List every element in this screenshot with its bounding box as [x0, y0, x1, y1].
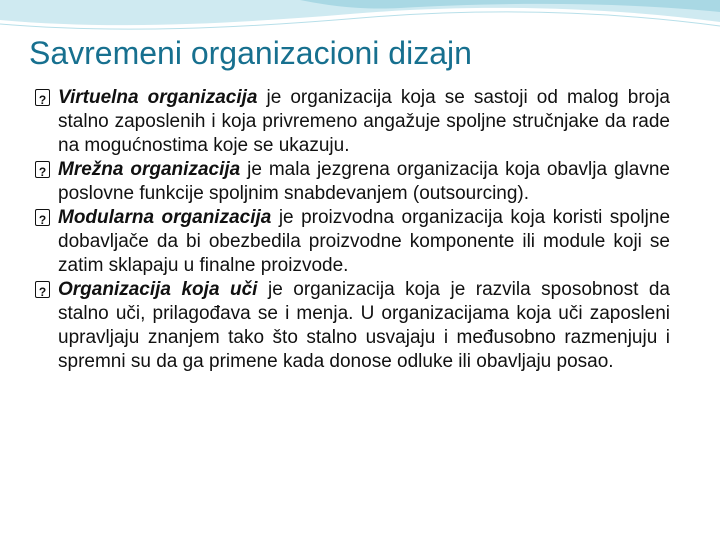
list-item: [34, 86, 670, 158]
definition-text: je organizacija koja je razvila sposobnost da stalno uči, prilagođava se i menja. U organizacijama koja uči zaposleni upravljaju znanjem tako što stalno usvajaju i međusobno razmenjuju i spremni su da ga primene kada donose odluke ili obavljaju posao.: [58, 279, 670, 372]
missing-glyph-icon: [35, 161, 50, 178]
definition-text: je mala jezgrena organizacija koja obavlja glavne poslovne funkcije spoljnim snabdevanjem (outsourcing).: [58, 159, 670, 204]
missing-glyph-icon: [35, 209, 50, 226]
slide-title: Savremeni organizacioni dizajn: [29, 35, 472, 71]
definition-text: je organizacija koja se sastoji od malog broja stalno zaposlenih i koja privremeno angažuje spoljne stručnjake da rade na mogućnostima koje se ukazuju.: [58, 87, 670, 156]
definition-text: je proizvodna organizacija koja koristi spoljne dobavljače da bi obezbedila proizvodne komponente ili module koji se zatim sklapaju u finalne proizvode.: [58, 207, 671, 276]
missing-glyph-icon: [35, 281, 50, 298]
term-modular-organization: Modularna organizacija: [58, 207, 272, 228]
term-virtual-organization: Virtuelna organizacija: [58, 87, 258, 108]
list-item: [34, 158, 670, 206]
missing-glyph-icon: [35, 89, 50, 106]
term-learning-organization: Organizacija koja uči: [58, 279, 258, 300]
definition-list: [34, 86, 670, 374]
list-item: [34, 206, 670, 278]
list-item: [34, 278, 670, 374]
term-network-organization: Mrežna organizacija: [58, 159, 241, 180]
